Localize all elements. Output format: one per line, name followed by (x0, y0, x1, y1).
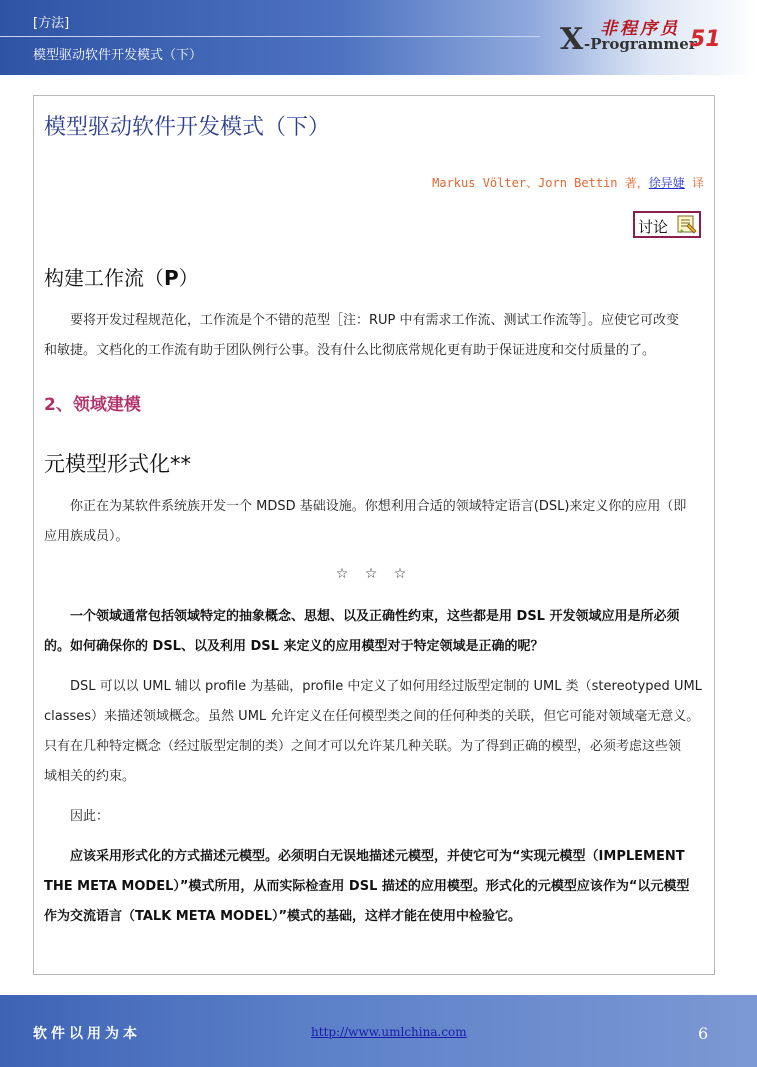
heading-build-workflow (44, 262, 199, 291)
header-title: 模型驱动软件开发模式（下） (33, 48, 203, 63)
translator-suffix: 译 (684, 176, 704, 190)
body-line-3: 只有在几种特定概念（经过版型定制的类）之间才可以允许某几种关联。为了得到正确的模型，必须考虑这些领 (44, 739, 682, 754)
problem-line-1: 一个领域通常包括领域特定的抽象概念、思想、以及正确性约束，这些都是用 DSL 开发领域应用是所必须 (70, 609, 680, 624)
logo-programmer: -Programmer (584, 35, 697, 53)
paragraph-context (44, 492, 706, 552)
logo-chinese-text: 非程序员 (600, 19, 680, 39)
content-frame (33, 95, 715, 975)
solution-line-1: 应该采用形式化的方式描述元模型。必须明白无误地描述元模型，并使它可为“实现元模型（IMPLEMENT (70, 849, 685, 864)
authors-text: Markus Völter、Jorn Bettin 著， (432, 176, 649, 190)
paragraph-build-workflow (44, 306, 706, 366)
paragraph-therefore (44, 802, 706, 832)
logo-issue-number: 51 (690, 27, 721, 52)
para-context-line-1: 你正在为某软件系统族开发一个 MDSD 基础设施。你想利用合适的领域特定语言(DSL)来定义你的应用（即 (70, 499, 687, 514)
logo-x: X (560, 22, 584, 57)
para-build-line-2: 和敏捷。文档化的工作流有助于团队例行公事。没有什么比彻底常规化更有助于保证进度和交付质量的了。 (44, 343, 656, 358)
section-heading-domain-modeling: 2、领域建模 (44, 395, 141, 415)
heading-build-end: ） (178, 266, 199, 290)
solution-line-3: 作为交流语言（TALK META MODEL）”模式的基础，这样才能在使用中检验它。 (44, 909, 522, 924)
magazine-logo (560, 14, 750, 62)
discussion-icon (677, 215, 697, 234)
body-line-1: DSL 可以以 UML 辅以 profile 为基础，profile 中定义了如何用经过版型定制的 UML 类（stereotyped UML (70, 679, 702, 694)
discuss-button[interactable] (633, 211, 701, 238)
footer-url-link[interactable]: http://www.umlchina.com (311, 1025, 467, 1039)
body-line-4: 域相关的约束。 (44, 769, 136, 784)
page-footer (0, 995, 757, 1067)
article-title: 模型驱动软件开发模式（下） (44, 115, 331, 140)
para-build-line-1: 要将开发过程规范化，工作流是个不错的范型［注：RUP 中有需求工作流、测试工作流等］。应使它可改变 (70, 313, 680, 328)
therefore-text: 因此： (70, 809, 110, 824)
heading-build-text: 构建工作流（ (44, 266, 164, 290)
heading-formalize-meta-model: 元模型形式化** (44, 452, 191, 476)
footer-slogan: 软件以用为本 (33, 1026, 141, 1042)
problem-line-2: 的。如何确保你的 DSL、以及利用 DSL 来定义的应用模型对于特定领域是正确的呢？ (44, 639, 544, 654)
paragraph-solution (44, 842, 706, 932)
header-divider (0, 36, 540, 37)
page-header (0, 0, 757, 75)
body-line-2: classes）来描述领域概念。虽然 UML 允许定义在任何模型类之间的任何种类的关联，但它可能对领域毫无意义。 (44, 709, 700, 724)
discuss-label: 讨论 (638, 218, 669, 236)
article-authors (432, 174, 704, 191)
header-category: [方法] (33, 16, 70, 31)
heading-build-p: P (164, 266, 179, 290)
paragraph-forces (44, 672, 706, 792)
para-context-line-2: 应用族成员）。 (44, 529, 129, 544)
translator-link[interactable]: 徐异婕 (648, 176, 685, 190)
page-number: 6 (698, 1024, 709, 1043)
solution-line-2: THE META MODEL）”模式所用，从而实际检查用 DSL 描述的应用模型。形式化的元模型应该作为“以元模型 (44, 879, 690, 894)
star-separator: ☆ ☆ ☆ (335, 566, 413, 582)
paragraph-problem (44, 602, 706, 662)
